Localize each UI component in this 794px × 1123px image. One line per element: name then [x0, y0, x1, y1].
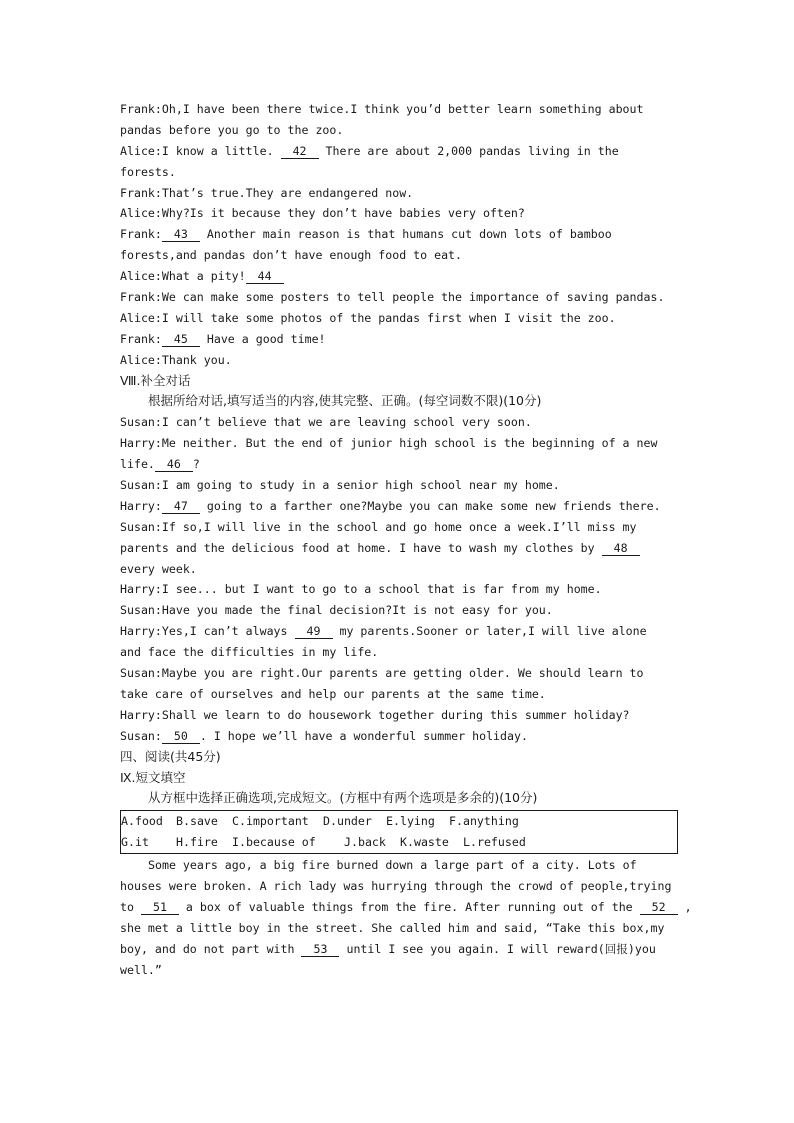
options-row — [121, 832, 677, 853]
dialogue-line: Alice:I will take some photos of the pandas first when I visit the zoo. — [120, 310, 616, 325]
dialogue-line — [120, 496, 680, 517]
passage-line — [120, 897, 692, 918]
dialogue-text: Another main reason is that humans cut down lots of bamboo — [199, 227, 612, 242]
dialogue-text: parents and the delicious food at home. I have to wash my clothes by — [120, 540, 602, 555]
option-item: H.fire — [176, 835, 218, 850]
dialogue-text: Harry: — [120, 498, 162, 513]
option-item: A.food — [121, 814, 163, 829]
section-instruction: 根据所给对话,填写适当的内容,使其完整、正确。(每空词数不限)(10分) — [148, 393, 542, 409]
answer-blank-42[interactable]: 42 — [281, 145, 319, 159]
answer-blank-50[interactable]: 50 — [162, 730, 200, 744]
dialogue-line — [120, 329, 680, 350]
answer-blank-45[interactable]: 45 — [162, 333, 200, 347]
option-item: C.important — [232, 814, 309, 829]
dialogue-line: Harry:Me neither. But the end of junior high school is the beginning of a new — [120, 436, 658, 451]
dialogue-line: pandas before you go to the zoo. — [120, 122, 344, 137]
dialogue-text: . I hope we’ll have a wonderful summer holiday. — [199, 728, 528, 743]
part-title: 四、阅读(共45分) — [120, 748, 221, 764]
dialogue-line: Frank:That’s true.They are endangered now. — [120, 185, 414, 200]
dialogue-line: Susan:If so,I will live in the school and go home once a week.I’ll miss my — [120, 519, 637, 534]
options-row — [121, 811, 677, 832]
dialogue-line — [120, 621, 680, 642]
word-options-box — [120, 810, 678, 854]
section-instruction: 从方框中选择正确选项,完成短文。(方框中有两个选项是多余的)(10分) — [148, 790, 538, 806]
dialogue-line: Frank:We can make some posters to tell people the importance of saving pandas. — [120, 290, 665, 305]
passage-line: she met a little boy in the street. She called him and said, “Take this box,my — [120, 920, 665, 935]
dialogue-line: Susan:I can’t believe that we are leaving school very soon. — [120, 415, 532, 430]
answer-blank-43[interactable]: 43 — [162, 228, 200, 242]
passage-line: well.” — [120, 962, 162, 977]
dialogue-frank-alice — [120, 99, 680, 371]
dialogue-line — [120, 454, 680, 475]
answer-blank-44[interactable]: 44 — [246, 270, 284, 284]
option-item: L.refused — [463, 835, 526, 850]
option-item: J.back — [344, 835, 386, 850]
passage-text: , — [677, 899, 692, 914]
dialogue-line: forests,and pandas don’t have enough food to eat. — [120, 248, 463, 263]
dialogue-text: Have a good time! — [199, 331, 326, 346]
dialogue-line: Alice:Thank you. — [120, 352, 232, 367]
passage-text: to — [120, 899, 141, 914]
option-item: E.lying — [386, 814, 435, 829]
dialogue-text: Frank: — [120, 331, 162, 346]
dialogue-line — [120, 726, 680, 747]
section-complete-dialogue — [120, 371, 680, 747]
answer-blank-47[interactable]: 47 — [162, 500, 200, 514]
dialogue-line — [120, 141, 680, 162]
option-item: K.waste — [400, 835, 449, 850]
dialogue-line: Harry:Shall we learn to do housework together during this summer holiday? — [120, 707, 630, 722]
option-item: B.save — [176, 814, 218, 829]
exam-page — [120, 99, 692, 980]
dialogue-line: take care of ourselves and help our parents at the same time. — [120, 686, 546, 701]
section-title: Ⅸ.短文填空 — [120, 769, 186, 785]
dialogue-text: There are about 2,000 pandas living in the — [318, 143, 619, 158]
dialogue-text: Alice:I know a little. — [120, 143, 281, 158]
passage-text: a box of valuable things from the fire. After running out of the — [178, 899, 640, 914]
answer-blank-48[interactable]: 48 — [602, 542, 640, 556]
dialogue-line: every week. — [120, 561, 197, 576]
dialogue-line: Susan:I am going to study in a senior high school near my home. — [120, 478, 560, 493]
section-title: Ⅷ.补全对话 — [120, 372, 191, 388]
dialogue-line: Alice:Why?Is it because they don’t have babies very often? — [120, 206, 525, 221]
passage-line: houses were broken. A rich lady was hurrying through the crowd of people,trying — [120, 878, 672, 893]
dialogue-text: Alice:What a pity! — [120, 269, 246, 284]
passage-line: Some years ago, a big fire burned down a large part of a city. Lots of — [148, 858, 637, 873]
dialogue-line: Frank:Oh,I have been there twice.I think you’d better learn something about — [120, 102, 644, 116]
dialogue-line: Susan:Have you made the final decision?It is not easy for you. — [120, 603, 553, 618]
dialogue-text: Susan: — [120, 728, 162, 743]
answer-blank-53[interactable]: 53 — [301, 943, 339, 957]
passage-line — [120, 939, 680, 960]
answer-blank-52[interactable]: 52 — [640, 901, 678, 915]
section-cloze — [120, 768, 692, 981]
dialogue-text: my parents.Sooner or later,I will live alone — [332, 624, 647, 639]
dialogue-line: forests. — [120, 164, 176, 179]
option-item: I.because of — [232, 835, 316, 850]
dialogue-line — [120, 266, 680, 287]
option-item: F.anything — [449, 814, 519, 829]
dialogue-text: Harry:Yes,I can’t always — [120, 624, 295, 639]
answer-blank-49[interactable]: 49 — [295, 625, 333, 639]
dialogue-line: Susan:Maybe you are right.Our parents are getting older. We should learn to — [120, 666, 644, 681]
answer-blank-51[interactable]: 51 — [141, 901, 179, 915]
dialogue-text: going to a farther one?Maybe you can make some new friends there. — [199, 498, 661, 513]
dialogue-line — [120, 224, 680, 245]
passage-text: boy, and do not part with — [120, 941, 302, 956]
passage-text: until I see you again. I will reward(回报)you — [339, 941, 656, 956]
option-item: D.under — [323, 814, 372, 829]
dialogue-line — [120, 538, 680, 559]
dialogue-text: ? — [192, 457, 200, 472]
dialogue-text: Frank: — [120, 227, 162, 242]
dialogue-line: Harry:I see... but I want to go to a school that is far from my home. — [120, 582, 602, 597]
answer-blank-46[interactable]: 46 — [155, 458, 193, 472]
dialogue-text: life. — [120, 457, 155, 472]
dialogue-line: and face the difficulties in my life. — [120, 645, 379, 660]
option-item: G.it — [121, 835, 149, 850]
